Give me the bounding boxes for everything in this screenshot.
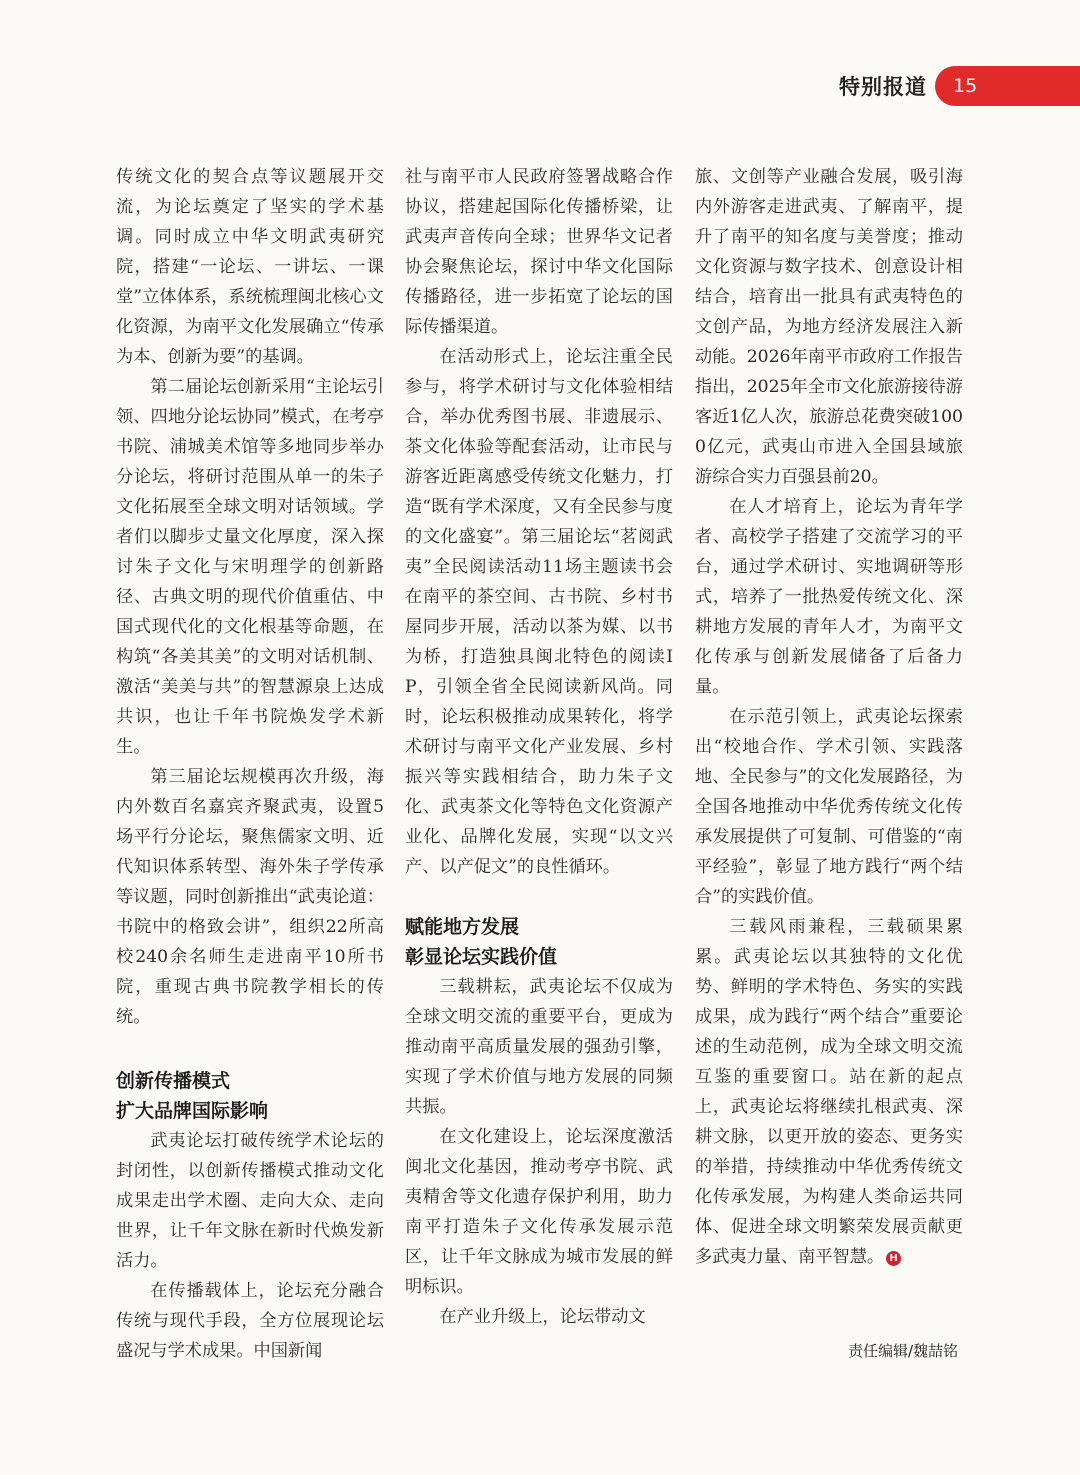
paragraph: 旅、文创等产业融合发展，吸引海内外游客走进武夷、了解南平，提升了南平的知名度与美誉度；推动文化资源与数字技术、创意设计相结合，培育出一批具有武夷特色的文创产品，为地方经济发展注入新动能。2026年南平市政府工作报告指出，2025年全市文化旅游接待游客近1亿人次，旅游总花费突破1000亿元，武夷山市进入全国县域旅游综合实力百强县前20。: [695, 167, 963, 487]
paragraph: 三载耕耘，武夷论坛不仅成为全球文明交流的重要平台，更成为推动南平高质量发展的强劲引擎，实现了学术价值与地方发展的同频共振。: [405, 977, 673, 1117]
end-mark-icon: H: [886, 1251, 901, 1266]
paragraph: 武夷论坛打破传统学术论坛的封闭性，以创新传播模式推动文化成果走出学术圈、走向大众、走向世界，让千年文脉在新时代焕发新活力。: [116, 1131, 384, 1271]
section-heading-line-2: 扩大品牌国际影响: [116, 1100, 269, 1122]
section-heading: [116, 1066, 384, 1126]
paragraph: 在人才培育上，论坛为青年学者、高校学子搭建了交流学习的平台，通过学术研讨、实地调研等形式，培养了一批热爱传统文化、深耕地方发展的青年人才，为南平文化传承与创新发展储备了后备力量。: [695, 497, 963, 697]
section-heading-line-2: 彰显论坛实践价值: [405, 946, 558, 968]
paragraph: 在活动形式上，论坛注重全民参与，将学术研讨与文化体验相结合，举办优秀图书展、非遗展示、茶文化体验等配套活动，让市民与游客近距离感受传统文化魅力，打造“既有学术深度，又有全民参与度的文化盛宴”。第三届论坛“茗阅武夷”全民阅读活动11场主题读书会在南平的茶空间、古书院、乡村书屋同步开展，活动以茶为媒、以书为桥，打造独具闽北特色的阅读IP，引领全省全民阅读新风尚。同时，论坛积极推动成果转化，将学术研讨与南平文化产业发展、乡村振兴等实践相结合，助力朱子文化、武夷茶文化等特色文化资源产业化、品牌化发展，实现“以文兴产、以产促文”的良性循环。: [405, 347, 673, 877]
section-heading: [405, 912, 673, 972]
paragraph: 第二届论坛创新采用“主论坛引领、四地分论坛协同”模式，在考亭书院、浦城美术馆等多地同步举办分论坛，将研讨范围从单一的朱子文化拓展至全球文明对话领域。学者们以脚步丈量文化厚度，深入探讨朱子文化与宋明理学的创新路径、古典文明的现代价值重估、中国式现代化的文化根基等命题，在构筑“各美其美”的文明对话机制、激活“美美与共”的智慧源泉上达成共识，也让千年书院焕发学术新生。: [116, 377, 384, 757]
page-number: 15: [953, 75, 978, 97]
section-heading-line-1: 赋能地方发展: [405, 916, 520, 938]
page-number-tab: [935, 66, 1080, 106]
paragraph: 社与南平市人民政府签署战略合作协议，搭建起国际化传播桥梁，让武夷声音传向全球；世界华文记者协会聚焦论坛，探讨中华文化国际传播路径，进一步拓宽了论坛的国际传播渠道。: [405, 167, 673, 337]
editor-credit: 责任编辑/魏喆铭: [848, 1342, 959, 1360]
paragraph-final: [695, 912, 963, 1272]
article-column-1: [116, 162, 384, 1377]
page-header: [839, 66, 1080, 106]
paragraph: 传统文化的契合点等议题展开交流，为论坛奠定了坚实的学术基调。同时成立中华文明武夷研究院，搭建“一论坛、一讲坛、一课堂”立体体系，系统梳理闽北核心文化资源，为南平文化发展确立“传承为本、创新为要”的基调。: [116, 167, 384, 367]
article-column-3: [695, 162, 963, 1377]
paragraph: 在产业升级上，论坛带动文: [439, 1307, 646, 1327]
paragraph: 在文化建设上，论坛深度激活闽北文化基因，推动考亭书院、武夷精舍等文化遗存保护利用，助力南平打造朱子文化传承发展示范区，让千年文脉成为城市发展的鲜明标识。: [405, 1127, 673, 1297]
paragraph: 在传播载体上，论坛充分融合传统与现代手段，全方位展现论坛盛况与学术成果。中国新闻: [116, 1281, 384, 1361]
section-heading-line-1: 创新传播模式: [116, 1070, 231, 1092]
section-title: 特别报道: [839, 75, 927, 99]
paragraph-text: 三载风雨兼程，三载硕果累累。武夷论坛以其独特的文化优势、鲜明的学术特色、务实的实践成果，成为践行“两个结合”重要论述的生动范例，成为全球文明交流互鉴的重要窗口。站在新的起点上，武夷论坛将继续扎根武夷、深耕文脉，以更开放的姿态、更务实的举措，持续推动中华优秀传统文化传承发展，为构建人类命运共同体、促进全球文明繁荣发展贡献更多武夷力量、南平智慧。: [695, 917, 963, 1267]
paragraph: 第三届论坛规模再次升级，海内外数百名嘉宾齐聚武夷，设置5场平行分论坛，聚焦儒家文明、近代知识体系转型、海外朱子学传承等议题，同时创新推出“武夷论道：书院中的格致会讲”，组织22所高校240余名师生走进南平10所书院，重现古典书院教学相长的传统。: [116, 767, 384, 1027]
paragraph: 在示范引领上，武夷论坛探索出“校地合作、学术引领、实践落地、全民参与”的文化发展路径，为全国各地推动中华优秀传统文化传承发展提供了可复制、可借鉴的“南平经验”，彰显了地方践行“两个结合”的实践价值。: [695, 707, 963, 907]
article-column-2: [405, 162, 673, 1377]
